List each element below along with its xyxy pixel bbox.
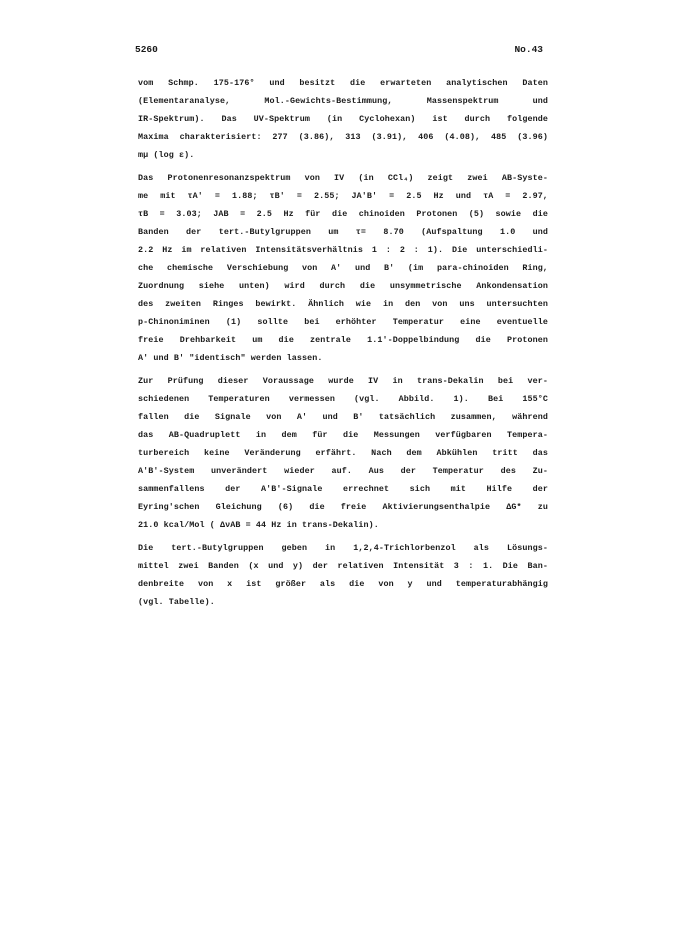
- text-line: IR-Spektrum). Das UV-Spektrum (in Cyclohexan) ist durch folgende: [138, 114, 548, 124]
- text-line: Eyring'schen Gleichung (6) die freie Aktivierungsenthalpie ΔG* zu: [138, 502, 548, 512]
- text-line: τB = 3.03; JAB = 2.5 Hz für die chinoiden Protonen (5) sowie die: [138, 209, 548, 219]
- text-line: 2.2 Hz im relativen Intensitätsverhältnis 1 : 2 : 1). Die unterschiedli-: [138, 245, 548, 255]
- page-number: 5260: [135, 44, 158, 55]
- text-line: (vgl. Tabelle).: [138, 597, 215, 607]
- text-line: freie Drehbarkeit um die zentrale 1.1'-Doppelbindung die Protonen: [138, 335, 548, 345]
- paragraph-nmr-spectrum: [138, 169, 548, 367]
- text-line: das AB-Quadruplett in dem für die Messungen verfügbaren Tempera-: [138, 430, 548, 440]
- text-line: Das Protonenresonanzspektrum von IV (in CCl₄) zeigt zwei AB-Syste-: [138, 173, 548, 183]
- text-line: fallen die Signale von A' und B' tatsächlich zusammen, während: [138, 412, 548, 422]
- text-line: Zuordnung siehe unten) wird durch die unsymmetrische Ankondensation: [138, 281, 548, 291]
- text-line: Banden der tert.-Butylgruppen um τ= 8.70 (Aufspaltung 1.0 und: [138, 227, 548, 237]
- page-header: [135, 44, 543, 58]
- text-line: denbreite von x ist größer als die von y und temperaturabhängig: [138, 579, 548, 589]
- text-line: Zur Prüfung dieser Voraussage wurde IV in trans-Dekalin bei ver-: [138, 376, 548, 386]
- text-line: A' und B' "identisch" werden lassen.: [138, 353, 323, 363]
- paragraph-temperature-study: [138, 372, 548, 534]
- paragraph-butyl-bands: [138, 539, 548, 611]
- article-body: [138, 74, 548, 616]
- text-line: che chemische Verschiebung von A' und B' (im para-chinoiden Ring,: [138, 263, 548, 273]
- text-line: sammenfallens der A'B'-Signale errechnet sich mit Hilfe der: [138, 484, 548, 494]
- text-line: (Elementaranalyse, Mol.-Gewichts-Bestimmung, Massenspektrum und: [138, 96, 548, 106]
- text-line: schiedenen Temperaturen vermessen (vgl. Abbild. 1). Bei 155°C: [138, 394, 548, 404]
- text-line: Die tert.-Butylgruppen geben in 1,2,4-Trichlorbenzol als Lösungs-: [138, 543, 548, 553]
- text-line: mμ (log ε).: [138, 150, 195, 160]
- text-line: me mit τA' = 1.88; τB' = 2.55; JA'B' = 2.5 Hz und τA = 2.97,: [138, 191, 548, 201]
- text-line: mittel zwei Banden (x und y) der relativen Intensität 3 : 1. Die Ban-: [138, 561, 548, 571]
- text-line: Maxima charakterisiert: 277 (3.86), 313 (3.91), 406 (4.08), 485 (3.96): [138, 132, 548, 142]
- issue-number: No.43: [514, 44, 543, 55]
- text-line: p-Chinoniminen (1) sollte bei erhöhter Temperatur eine eventuelle: [138, 317, 548, 327]
- text-line: vom Schmp. 175-176° und besitzt die erwarteten analytischen Daten: [138, 78, 548, 88]
- text-line: A'B'-System unverändert wieder auf. Aus der Temperatur des Zu-: [138, 466, 548, 476]
- text-line: 21.0 kcal/Mol ( ΔνAB = 44 Hz in trans-Dekalin).: [138, 520, 379, 530]
- paragraph-uv-spectrum: [138, 74, 548, 164]
- text-line: des zweiten Ringes bewirkt. Ähnlich wie in den von uns untersuchten: [138, 299, 548, 309]
- text-line: turbereich keine Veränderung erfährt. Nach dem Abkühlen tritt das: [138, 448, 548, 458]
